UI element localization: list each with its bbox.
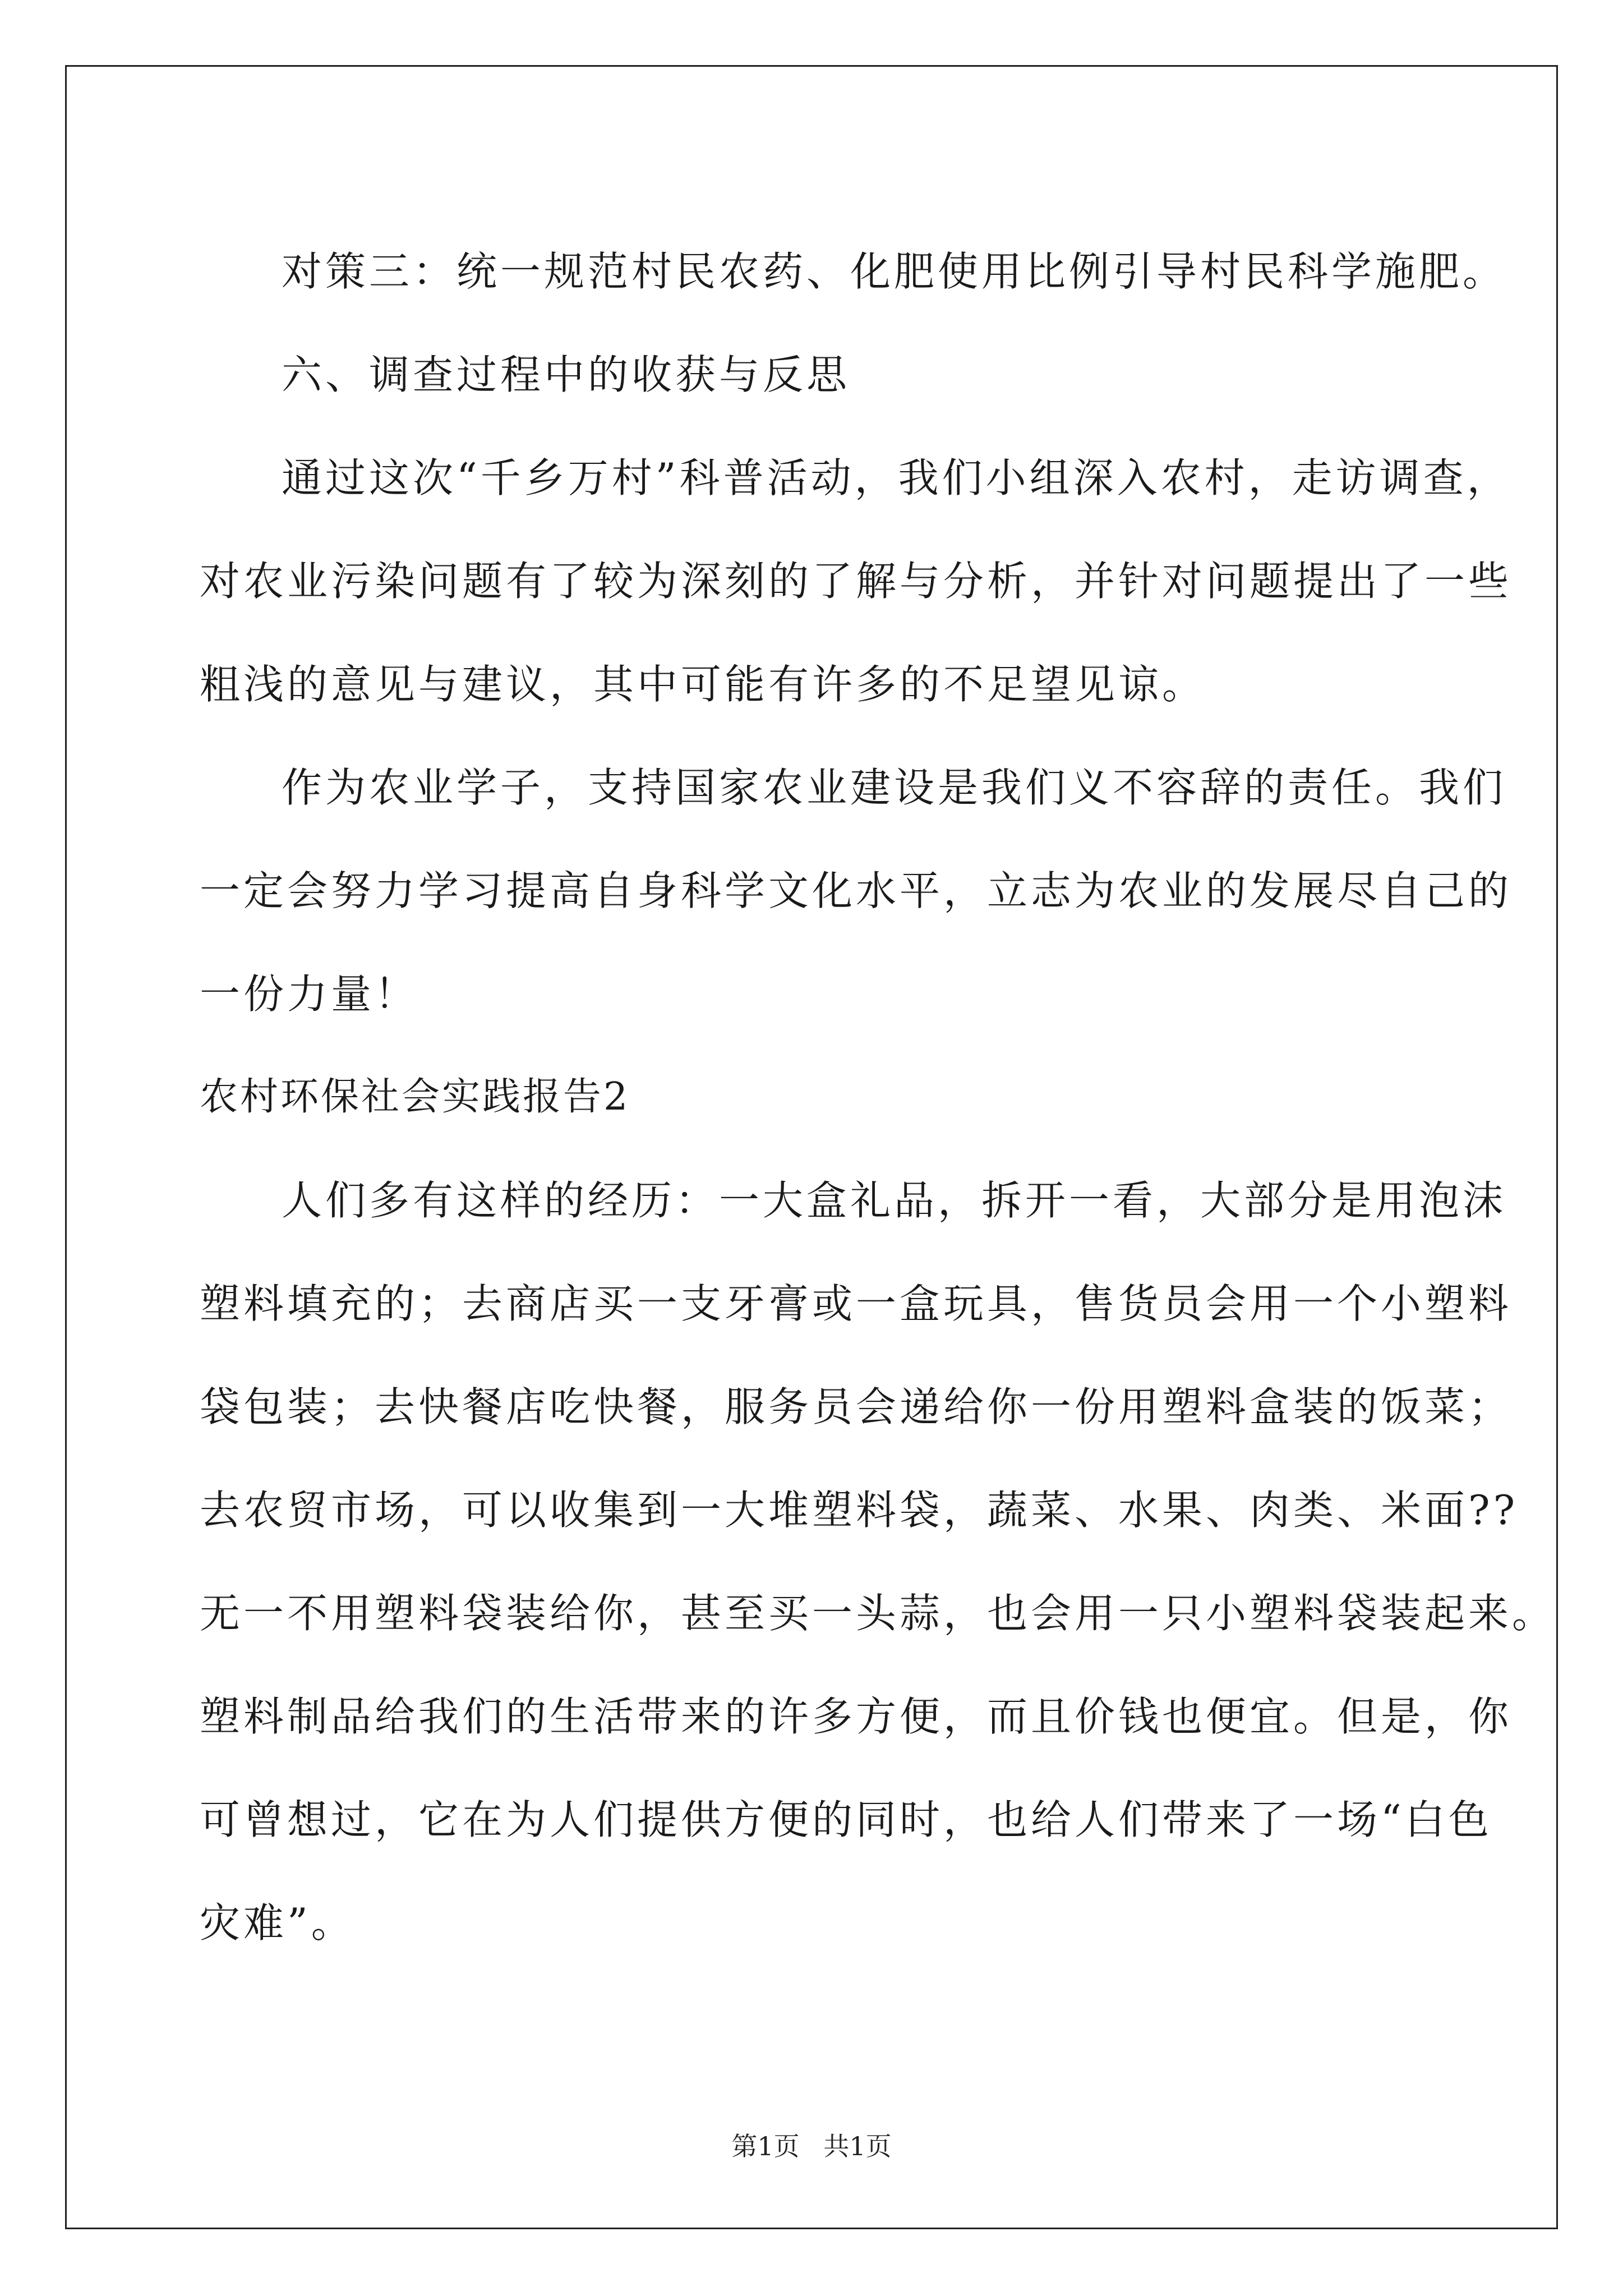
section-heading: 六、调查过程中的收获与反思 bbox=[282, 351, 851, 398]
text-line: 一份力量！ bbox=[200, 970, 419, 1018]
page-footer bbox=[0, 2126, 1623, 2163]
text-line: 无一不用塑料袋装给你，甚至买一头蒜，也会用一只小塑料袋装起来。 bbox=[200, 1590, 1556, 1637]
text-line: 粗浅的意见与建议，其中可能有许多的不足望见谅。 bbox=[200, 661, 1206, 708]
text-line: 作为农业学子，支持国家农业建设是我们义不容辞的责任。我们 bbox=[282, 764, 1507, 811]
text-line: 可曾想过，它在为人们提供方便的同时，也给人们带来了一场“白色 bbox=[200, 1796, 1492, 1843]
report-title: 农村环保社会实践报告2 bbox=[200, 1075, 630, 1119]
text-line: 塑料填充的；去商店买一支牙膏或一盒玩具，售货员会用一个小塑料 bbox=[200, 1280, 1513, 1327]
text-line: 一定会努力学习提高自身科学文化水平，立志为农业的发展尽自己的 bbox=[200, 867, 1513, 914]
page-number: 第1页 bbox=[731, 2131, 800, 2161]
page-count: 共1页 bbox=[823, 2131, 892, 2161]
text-line: 对农业污染问题有了较为深刻的了解与分析，并针对问题提出了一些 bbox=[200, 558, 1513, 605]
text-line: 通过这次“千乡万村”科普活动，我们小组深入农村，走访调查， bbox=[282, 454, 1511, 501]
text-line: 塑料制品给我们的生活带来的许多方便，而且价钱也便宜。但是，你 bbox=[200, 1693, 1513, 1740]
text-line: 灾难”。 bbox=[200, 1899, 355, 1947]
text-line: 人们多有这样的经历：一大盒礼品，拆开一看，大部分是用泡沫 bbox=[282, 1177, 1507, 1224]
document-body bbox=[200, 220, 1556, 1975]
text-line: 袋包装；去快餐店吃快餐，服务员会递给你一份用塑料盒装的饭菜； bbox=[200, 1383, 1513, 1430]
text-line: 去农贸市场，可以收集到一大堆塑料袋，蔬菜、水果、肉类、米面?? bbox=[200, 1487, 1519, 1534]
text-line: 对策三：统一规范村民农药、化肥使用比例引导村民科学施肥。 bbox=[282, 248, 1507, 295]
